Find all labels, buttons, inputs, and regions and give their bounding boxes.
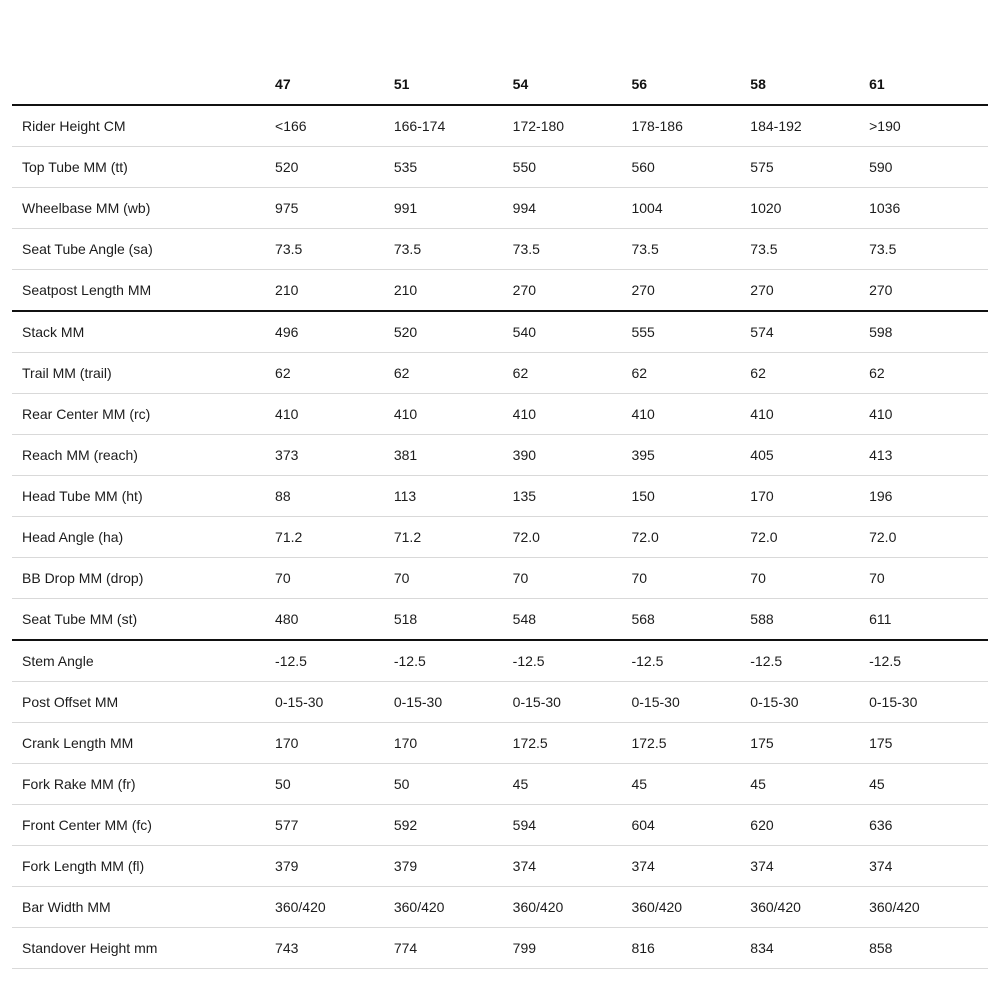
spec-value-cell: 1020: [750, 200, 782, 216]
spec-value-cell: 113: [393, 488, 417, 504]
spec-value-cell: 590: [869, 159, 893, 175]
spec-value-cell: 360/420: [512, 899, 564, 915]
spec-value-cell: 70: [393, 570, 410, 586]
row-label: Reach MM (reach): [22, 447, 138, 463]
spec-value-cell: 575: [750, 159, 774, 175]
spec-value-cell: 73.5: [512, 241, 540, 257]
row-label: Post Offset MM: [22, 694, 119, 710]
table-row: [12, 188, 988, 229]
spec-value-cell: 520: [275, 159, 299, 175]
row-label: Seatpost Length MM: [22, 282, 152, 298]
spec-value-cell: -12.5: [393, 653, 426, 669]
spec-value-cell: 540: [512, 324, 537, 340]
spec-value-cell: 991: [393, 200, 418, 216]
row-label: Rider Height CM: [22, 118, 126, 134]
spec-value-cell: 994: [512, 200, 537, 216]
column-header-size-54: 54: [512, 76, 529, 92]
table-row: [12, 723, 988, 764]
spec-value-cell: 577: [275, 817, 299, 833]
spec-table-body: [12, 105, 988, 969]
spec-value-cell: 0-15-30: [750, 694, 799, 710]
table-row: [12, 311, 988, 353]
row-label: Fork Length MM (fl): [22, 858, 145, 874]
table-row: [12, 147, 988, 188]
column-header-size-51: 51: [393, 76, 410, 92]
spec-value-cell: 71.2: [393, 529, 422, 545]
spec-value-cell: 72.0: [869, 529, 897, 545]
spec-value-cell: 520: [393, 324, 418, 340]
spec-value-cell: 743: [275, 940, 299, 956]
spec-value-cell: 374: [869, 858, 893, 874]
spec-value-cell: 379: [393, 858, 418, 874]
spec-value-cell: 72.0: [512, 529, 540, 545]
table-row: [12, 599, 988, 641]
row-label: Crank Length MM: [22, 735, 134, 751]
table-row: [12, 887, 988, 928]
spec-value-cell: 588: [750, 611, 774, 627]
spec-value-cell: 568: [631, 611, 655, 627]
spec-value-cell: 0-15-30: [512, 694, 561, 710]
spec-value-cell: 62: [750, 365, 766, 381]
spec-value-cell: 0-15-30: [869, 694, 918, 710]
spec-value-cell: 73.5: [393, 241, 422, 257]
table-row: [12, 229, 988, 270]
row-label: Seat Tube MM (st): [22, 611, 138, 627]
spec-value-cell: 196: [869, 488, 893, 504]
spec-value-cell: 858: [869, 940, 893, 956]
spec-value-cell: 0-15-30: [275, 694, 324, 710]
spec-value-cell: 172-180: [512, 118, 565, 134]
table-row: [12, 517, 988, 558]
spec-value-cell: 71.2: [275, 529, 303, 545]
spec-value-cell: 413: [869, 447, 893, 463]
table-row: [12, 270, 988, 312]
row-label: Stem Angle: [22, 653, 94, 669]
spec-value-cell: -12.5: [631, 653, 664, 669]
spec-value-cell: 45: [750, 776, 766, 792]
spec-value-cell: 150: [631, 488, 655, 504]
spec-value-cell: 374: [750, 858, 774, 874]
spec-value-cell: 410: [631, 406, 655, 422]
spec-value-cell: 62: [393, 365, 410, 381]
table-row: [12, 476, 988, 517]
spec-value-cell: 390: [512, 447, 537, 463]
row-label: Stack MM: [22, 324, 85, 340]
spec-value-cell: 210: [275, 282, 299, 298]
spec-value-cell: 816: [631, 940, 655, 956]
spec-value-cell: 62: [275, 365, 291, 381]
table-row: [12, 558, 988, 599]
spec-value-cell: 360/420: [393, 899, 445, 915]
spec-value-cell: >190: [869, 118, 901, 134]
spec-table-head: [12, 66, 988, 105]
spec-value-cell: 62: [869, 365, 885, 381]
spec-value-cell: 598: [869, 324, 893, 340]
spec-value-cell: 73.5: [275, 241, 303, 257]
spec-value-cell: 360/420: [275, 899, 326, 915]
spec-value-cell: 170: [275, 735, 299, 751]
row-label: Front Center MM (fc): [22, 817, 152, 833]
spec-value-cell: 555: [631, 324, 655, 340]
row-label: Top Tube MM (tt): [22, 159, 128, 175]
table-row: [12, 435, 988, 476]
spec-value-cell: 381: [393, 447, 418, 463]
geometry-table-container: [12, 66, 988, 969]
spec-value-cell: 166-174: [393, 118, 446, 134]
row-label: Head Tube MM (ht): [22, 488, 143, 504]
spec-value-cell: 611: [869, 611, 892, 627]
spec-value-cell: 172.5: [512, 735, 548, 751]
table-row: [12, 640, 988, 682]
row-label: Wheelbase MM (wb): [22, 200, 151, 216]
row-label: Seat Tube Angle (sa): [22, 241, 153, 257]
spec-value-cell: 184-192: [750, 118, 802, 134]
spec-value-cell: 620: [750, 817, 774, 833]
spec-value-cell: 518: [393, 611, 418, 627]
spec-value-cell: 70: [750, 570, 766, 586]
spec-value-cell: 178-186: [631, 118, 683, 134]
spec-value-cell: 548: [512, 611, 537, 627]
spec-value-cell: 62: [512, 365, 529, 381]
spec-value-cell: 270: [750, 282, 774, 298]
spec-value-cell: <166: [275, 118, 307, 134]
spec-value-cell: 45: [631, 776, 648, 792]
spec-value-cell: 70: [275, 570, 291, 586]
spec-value-cell: 72.0: [750, 529, 778, 545]
row-label: Rear Center MM (rc): [22, 406, 151, 422]
spec-value-cell: -12.5: [275, 653, 307, 669]
spec-value-cell: 270: [631, 282, 655, 298]
spec-value-cell: 360/420: [631, 899, 683, 915]
spec-value-cell: 0-15-30: [631, 694, 680, 710]
spec-value-cell: -12.5: [750, 653, 783, 669]
table-row: [12, 805, 988, 846]
spec-value-cell: -12.5: [869, 653, 902, 669]
spec-value-cell: 975: [275, 200, 299, 216]
row-label: Head Angle (ha): [22, 529, 124, 545]
spec-value-cell: 379: [275, 858, 299, 874]
spec-value-cell: -12.5: [512, 653, 545, 669]
spec-value-cell: 73.5: [750, 241, 778, 257]
spec-value-cell: 535: [393, 159, 418, 175]
row-label: Fork Rake MM (fr): [22, 776, 136, 792]
table-row: [12, 846, 988, 887]
geometry-spec-table: [12, 66, 988, 969]
column-header-size-56: 56: [631, 76, 648, 92]
spec-value-cell: 395: [631, 447, 655, 463]
spec-value-cell: 574: [750, 324, 774, 340]
spec-value-cell: 360/420: [869, 899, 920, 915]
spec-value-cell: 405: [750, 447, 774, 463]
spec-value-cell: 774: [393, 940, 418, 956]
spec-value-cell: 172.5: [631, 735, 667, 751]
spec-value-cell: 410: [869, 406, 893, 422]
spec-value-cell: 410: [750, 406, 774, 422]
table-row: [12, 764, 988, 805]
spec-value-cell: 834: [750, 940, 774, 956]
spec-value-cell: 373: [275, 447, 299, 463]
spec-value-cell: 550: [512, 159, 537, 175]
column-header-size-58: 58: [750, 76, 766, 92]
spec-value-cell: 70: [869, 570, 885, 586]
column-header-size-61: 61: [869, 76, 885, 92]
spec-value-cell: 62: [631, 365, 648, 381]
spec-value-cell: 0-15-30: [393, 694, 443, 710]
spec-value-cell: 410: [393, 406, 418, 422]
table-row: [12, 682, 988, 723]
header-row: [12, 66, 988, 105]
spec-value-cell: 594: [512, 817, 537, 833]
spec-value-cell: 70: [631, 570, 648, 586]
spec-value-cell: 73.5: [869, 241, 897, 257]
spec-value-cell: 170: [393, 735, 418, 751]
row-label: Trail MM (trail): [22, 365, 112, 381]
spec-value-cell: 560: [631, 159, 655, 175]
spec-value-cell: 1004: [631, 200, 663, 216]
spec-value-cell: 135: [512, 488, 537, 504]
spec-value-cell: 70: [512, 570, 529, 586]
table-row: [12, 394, 988, 435]
spec-value-cell: 636: [869, 817, 893, 833]
spec-value-cell: 360/420: [750, 899, 801, 915]
spec-value-cell: 73.5: [631, 241, 659, 257]
spec-value-cell: 50: [393, 776, 410, 792]
spec-value-cell: 799: [512, 940, 537, 956]
row-label: Bar Width MM: [22, 899, 111, 915]
spec-value-cell: 270: [512, 282, 537, 298]
spec-value-cell: 270: [869, 282, 893, 298]
spec-value-cell: 410: [512, 406, 537, 422]
spec-value-cell: 496: [275, 324, 299, 340]
spec-value-cell: 45: [512, 776, 529, 792]
spec-value-cell: 175: [869, 735, 893, 751]
spec-value-cell: 374: [631, 858, 655, 874]
spec-value-cell: 592: [393, 817, 418, 833]
table-row: [12, 928, 988, 969]
row-label: Standover Height mm: [22, 940, 158, 956]
spec-value-cell: 72.0: [631, 529, 659, 545]
spec-value-cell: 374: [512, 858, 537, 874]
spec-value-cell: 45: [869, 776, 885, 792]
spec-value-cell: 480: [275, 611, 299, 627]
spec-value-cell: 50: [275, 776, 291, 792]
table-row: [12, 105, 988, 147]
column-header-size-47: 47: [275, 76, 291, 92]
spec-value-cell: 410: [275, 406, 299, 422]
spec-value-cell: 88: [275, 488, 291, 504]
spec-value-cell: 175: [750, 735, 774, 751]
spec-value-cell: 1036: [869, 200, 901, 216]
row-label: BB Drop MM (drop): [22, 570, 144, 586]
corner-cell: [12, 66, 275, 105]
spec-value-cell: 604: [631, 817, 655, 833]
spec-value-cell: 170: [750, 488, 774, 504]
spec-value-cell: 210: [393, 282, 418, 298]
table-row: [12, 353, 988, 394]
